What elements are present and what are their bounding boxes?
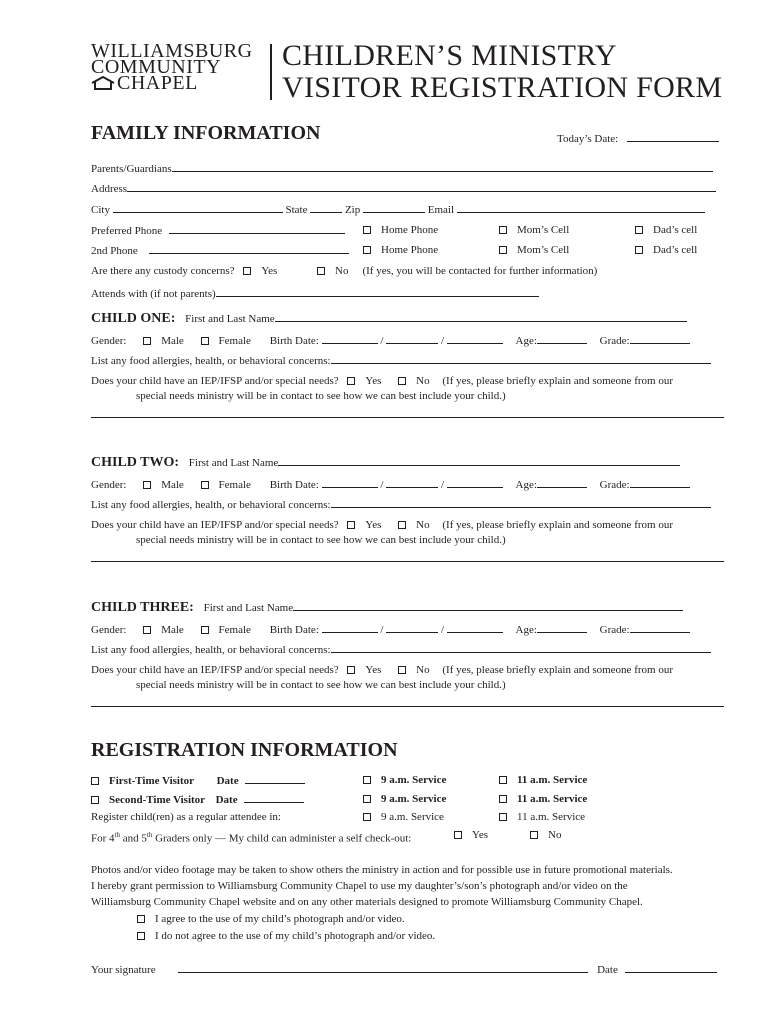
age-field[interactable] — [537, 333, 587, 344]
male-label: Male — [161, 479, 184, 491]
child-name-label: First and Last Name — [188, 457, 279, 469]
iep-note-2: special needs ministry will be in contact to see how we can best include your child.) — [136, 390, 506, 402]
regular-11am-checkbox[interactable] — [499, 813, 507, 821]
age-field[interactable] — [537, 622, 587, 633]
child-name-field[interactable] — [278, 455, 680, 466]
birth-date-label: Birth Date: — [269, 624, 319, 636]
iep-no-checkbox[interactable] — [398, 521, 406, 529]
todays-date-row — [557, 131, 719, 146]
iep-row — [91, 518, 673, 532]
allergies-field[interactable] — [331, 353, 711, 364]
custody-no-option — [317, 264, 597, 278]
gender-label: Gender: — [91, 624, 127, 636]
iep-question: Does your child have an IEP/IFSP and/or special needs? — [91, 664, 339, 676]
zip-field[interactable] — [363, 202, 425, 213]
birth-day-field[interactable] — [386, 622, 438, 633]
iep-question: Does your child have an IEP/IFSP and/or special needs? — [91, 375, 339, 387]
header-divider — [270, 44, 272, 100]
allergies-field[interactable] — [331, 642, 711, 653]
parents-row — [91, 161, 713, 176]
birth-slash-1: / — [380, 624, 384, 636]
age-field[interactable] — [537, 477, 587, 488]
custody-label: Are there any custody concerns? — [91, 265, 235, 277]
second-9am-label: 9 a.m. Service — [381, 793, 447, 805]
logo-line-2: COMMUNITY — [91, 56, 222, 78]
form-title-line-2: VISITOR REGISTRATION FORM — [282, 71, 723, 104]
email-field[interactable] — [457, 202, 705, 213]
second-phone-field[interactable] — [149, 243, 349, 254]
signature-field[interactable] — [178, 962, 588, 973]
iep-explain-line[interactable] — [91, 561, 724, 562]
child-name-row — [91, 600, 683, 615]
birth-slash-2: / — [440, 335, 444, 347]
state-field[interactable] — [310, 202, 342, 213]
todays-date-field[interactable] — [627, 131, 719, 142]
allergies-label: List any food allergies, health, or behavioral concerns: — [91, 499, 331, 511]
birth-month-field[interactable] — [322, 477, 378, 488]
custody-row — [91, 264, 277, 278]
second-home-phone-option — [363, 243, 438, 257]
self-checkout-yes-label: Yes — [472, 829, 489, 841]
attends-row — [91, 286, 539, 301]
second-11am-label: 11 a.m. Service — [517, 793, 588, 805]
city-label: City — [91, 204, 110, 216]
second-time-label: Second-Time Visitor — [109, 794, 205, 806]
male-label: Male — [161, 624, 184, 636]
pref-dads-cell-label: Dad’s cell — [653, 224, 698, 236]
grade-label: Grade: — [599, 624, 630, 636]
signature-row — [91, 962, 717, 977]
photo-disagree-checkbox[interactable] — [137, 932, 145, 940]
allergies-row — [91, 642, 711, 657]
parents-label: Parents/Guardians — [91, 163, 172, 175]
iep-no-label: No — [416, 664, 430, 676]
parents-field[interactable] — [172, 161, 713, 172]
child-name-field[interactable] — [293, 600, 683, 611]
regular-9am-option — [363, 810, 444, 824]
age-label: Age: — [515, 335, 537, 347]
first-9am-label: 9 a.m. Service — [381, 774, 447, 786]
birth-month-field[interactable] — [322, 333, 378, 344]
gender-label: Gender: — [91, 335, 127, 347]
todays-date-label: Today’s Date: — [557, 133, 619, 145]
self-checkout-row — [91, 828, 411, 846]
graders-th-1: th — [114, 831, 120, 839]
city-row — [91, 202, 705, 217]
birth-year-field[interactable] — [447, 477, 503, 488]
birth-slash-2: / — [440, 479, 444, 491]
second-time-date-field[interactable] — [244, 792, 304, 803]
regular-11am-label: 11 a.m. Service — [517, 811, 586, 823]
pref-home-phone-label: Home Phone — [381, 224, 439, 236]
preferred-phone-row — [91, 223, 345, 238]
pref-home-phone-option — [363, 223, 438, 237]
regular-11am-option — [499, 810, 585, 824]
grade-field[interactable] — [630, 622, 690, 633]
second-phone-label: 2nd Phone — [91, 245, 138, 257]
first-9am-option — [363, 773, 446, 787]
second-9am-option — [363, 792, 446, 806]
grade-label: Grade: — [599, 335, 630, 347]
custody-note: (If yes, you will be contacted for further information) — [362, 265, 598, 277]
iep-no-label: No — [416, 375, 430, 387]
photo-text-3: Williamsburg Community Chapel website and on any other materials designed to promote Williamsburg Community Chapel. — [91, 896, 643, 908]
photo-disagree-option — [137, 929, 435, 943]
self-checkout-yes-checkbox[interactable] — [454, 831, 462, 839]
second-dads-cell-checkbox[interactable] — [635, 246, 643, 254]
self-checkout-no-checkbox[interactable] — [530, 831, 538, 839]
photo-disagree-label: I do not agree to the use of my child’s photograph and/or video. — [155, 930, 436, 942]
pref-moms-cell-option — [499, 223, 569, 237]
first-11am-checkbox[interactable] — [499, 776, 507, 784]
iep-yes-checkbox[interactable] — [347, 521, 355, 529]
birth-day-field[interactable] — [386, 333, 438, 344]
female-label: Female — [218, 335, 251, 347]
pref-moms-cell-label: Mom’s Cell — [517, 224, 570, 236]
second-home-phone-checkbox[interactable] — [363, 246, 371, 254]
address-label: Address — [91, 183, 128, 195]
email-label: Email — [427, 204, 455, 216]
iep-row — [91, 663, 673, 677]
female-checkbox[interactable] — [201, 337, 209, 345]
iep-note-1: (If yes, please briefly explain and someone from our — [442, 375, 673, 387]
second-dads-cell-option — [635, 243, 697, 257]
signature-label: Your signature — [91, 964, 156, 976]
age-label: Age: — [515, 624, 537, 636]
iep-yes-checkbox[interactable] — [347, 377, 355, 385]
self-checkout-no-label: No — [548, 829, 562, 841]
iep-yes-label: Yes — [365, 375, 382, 387]
iep-no-checkbox[interactable] — [398, 666, 406, 674]
custody-no-label: No — [335, 265, 349, 277]
second-11am-checkbox[interactable] — [499, 795, 507, 803]
child-name-label: First and Last Name — [185, 313, 275, 325]
iep-row — [91, 374, 673, 388]
female-checkbox[interactable] — [201, 626, 209, 634]
photo-agree-option — [137, 912, 405, 926]
pref-moms-cell-checkbox[interactable] — [499, 226, 507, 234]
form-title — [282, 40, 722, 104]
house-icon — [91, 76, 115, 90]
child-heading: CHILD ONE: — [91, 311, 176, 326]
second-dads-cell-label: Dad’s cell — [653, 244, 698, 256]
first-time-row — [91, 773, 305, 788]
birth-month-field[interactable] — [322, 622, 378, 633]
allergies-label: List any food allergies, health, or behavioral concerns: — [91, 644, 331, 656]
second-phone-row — [91, 243, 349, 258]
attends-with-field[interactable] — [216, 286, 539, 297]
state-label: State — [285, 204, 308, 216]
family-info-heading: FAMILY INFORMATION — [91, 122, 321, 144]
iep-explain-line[interactable] — [91, 706, 724, 707]
iep-note-1: (If yes, please briefly explain and someone from our — [442, 519, 673, 531]
first-time-date-field[interactable] — [245, 773, 305, 784]
allergies-row — [91, 353, 711, 368]
child-heading: CHILD TWO: — [91, 455, 180, 470]
allergies-field[interactable] — [331, 497, 711, 508]
second-time-checkbox[interactable] — [91, 796, 99, 804]
birth-year-field[interactable] — [447, 333, 503, 344]
custody-no-checkbox[interactable] — [317, 267, 325, 275]
female-label: Female — [218, 624, 251, 636]
signature-date-field[interactable] — [625, 962, 717, 973]
first-time-date-label: Date — [216, 775, 239, 787]
photo-text-2: I hereby grant permission to Williamsburg Community Chapel to use my daughter’s/son’s photograph and/or video on the — [91, 880, 628, 892]
child-name-field[interactable] — [275, 311, 687, 322]
form-title-line-1: CHILDREN’S MINISTRY — [282, 39, 617, 72]
second-home-phone-label: Home Phone — [381, 244, 439, 256]
iep-no-label: No — [416, 519, 430, 531]
address-field[interactable] — [127, 181, 716, 192]
birth-day-field[interactable] — [386, 477, 438, 488]
child-heading: CHILD THREE: — [91, 600, 194, 615]
pref-home-phone-checkbox[interactable] — [363, 226, 371, 234]
city-field[interactable] — [113, 202, 283, 213]
female-label: Female — [218, 479, 251, 491]
custody-yes-label: Yes — [261, 265, 278, 277]
photo-agree-checkbox[interactable] — [137, 915, 145, 923]
chapel-logo — [91, 40, 253, 94]
logo-line-3-row — [91, 72, 253, 94]
birth-year-field[interactable] — [447, 622, 503, 633]
iep-yes-label: Yes — [365, 664, 382, 676]
graders-text-c: Graders only — My child can administer a self check-out: — [152, 832, 412, 845]
male-label: Male — [161, 335, 184, 347]
pref-dads-cell-checkbox[interactable] — [635, 226, 643, 234]
self-checkout-no-option — [530, 828, 561, 842]
child-name-row — [91, 311, 687, 326]
grade-field[interactable] — [630, 477, 690, 488]
logo-line-3: CHAPEL — [117, 72, 198, 94]
iep-note-2: special needs ministry will be in contact to see how we can best include your child.) — [136, 534, 506, 546]
child-name-row — [91, 455, 680, 470]
preferred-phone-field[interactable] — [169, 223, 345, 234]
male-checkbox[interactable] — [143, 481, 151, 489]
iep-explain-line[interactable] — [91, 417, 724, 418]
logo-line-1: WILLIAMSBURG — [91, 40, 253, 62]
regular-row — [91, 810, 281, 824]
first-time-checkbox[interactable] — [91, 777, 99, 785]
female-checkbox[interactable] — [201, 481, 209, 489]
second-moms-cell-option — [499, 243, 569, 257]
child-gender-row — [91, 622, 690, 637]
child-name-label: First and Last Name — [203, 602, 294, 614]
graders-text-a: For 4 — [91, 832, 115, 845]
grade-field[interactable] — [630, 333, 690, 344]
iep-question: Does your child have an IEP/IFSP and/or special needs? — [91, 519, 339, 531]
second-11am-option — [499, 792, 587, 806]
iep-note-2: special needs ministry will be in contact to see how we can best include your child.) — [136, 679, 506, 691]
first-11am-option — [499, 773, 587, 787]
self-checkout-yes-option — [454, 828, 488, 842]
signature-date-label: Date — [597, 964, 618, 976]
gender-label: Gender: — [91, 479, 127, 491]
iep-no-checkbox[interactable] — [398, 377, 406, 385]
birth-date-label: Birth Date: — [269, 335, 319, 347]
first-11am-label: 11 a.m. Service — [517, 774, 588, 786]
second-9am-checkbox[interactable] — [363, 795, 371, 803]
pref-dads-cell-option — [635, 223, 697, 237]
photo-agree-label: I agree to the use of my child’s photograph and/or video. — [155, 913, 405, 925]
iep-note-1: (If yes, please briefly explain and someone from our — [442, 664, 673, 676]
age-label: Age: — [515, 479, 537, 491]
second-moms-cell-label: Mom’s Cell — [517, 244, 570, 256]
regular-label: Register child(ren) as a regular attendee in: — [91, 811, 281, 823]
second-time-date-label: Date — [215, 794, 238, 806]
first-9am-checkbox[interactable] — [363, 776, 371, 784]
child-gender-row — [91, 477, 690, 492]
iep-yes-label: Yes — [365, 519, 382, 531]
photo-text-1: Photos and/or video footage may be taken to show others the ministry in action and for possible use in future promotional materials. — [91, 864, 673, 876]
graders-th-2: th — [146, 831, 153, 839]
second-moms-cell-checkbox[interactable] — [499, 246, 507, 254]
birth-date-label: Birth Date: — [269, 479, 319, 491]
preferred-phone-label: Preferred Phone — [91, 225, 163, 237]
male-checkbox[interactable] — [143, 626, 151, 634]
iep-yes-checkbox[interactable] — [347, 666, 355, 674]
attends-with-label: Attends with (if not parents) — [91, 288, 216, 300]
regular-9am-checkbox[interactable] — [363, 813, 371, 821]
birth-slash-1: / — [380, 479, 384, 491]
birth-slash-2: / — [440, 624, 444, 636]
regular-9am-label: 9 a.m. Service — [381, 811, 444, 823]
graders-text-b: and 5 — [119, 832, 147, 845]
allergies-row — [91, 497, 711, 512]
second-time-row — [91, 792, 304, 807]
grade-label: Grade: — [599, 479, 630, 491]
first-time-label: First-Time Visitor — [109, 775, 194, 787]
birth-slash-1: / — [380, 335, 384, 347]
registration-heading: REGISTRATION INFORMATION — [91, 739, 398, 761]
male-checkbox[interactable] — [143, 337, 151, 345]
custody-yes-checkbox[interactable] — [243, 267, 251, 275]
child-gender-row — [91, 333, 690, 348]
address-row — [91, 181, 716, 196]
zip-label: Zip — [344, 204, 361, 216]
allergies-label: List any food allergies, health, or behavioral concerns: — [91, 355, 331, 367]
